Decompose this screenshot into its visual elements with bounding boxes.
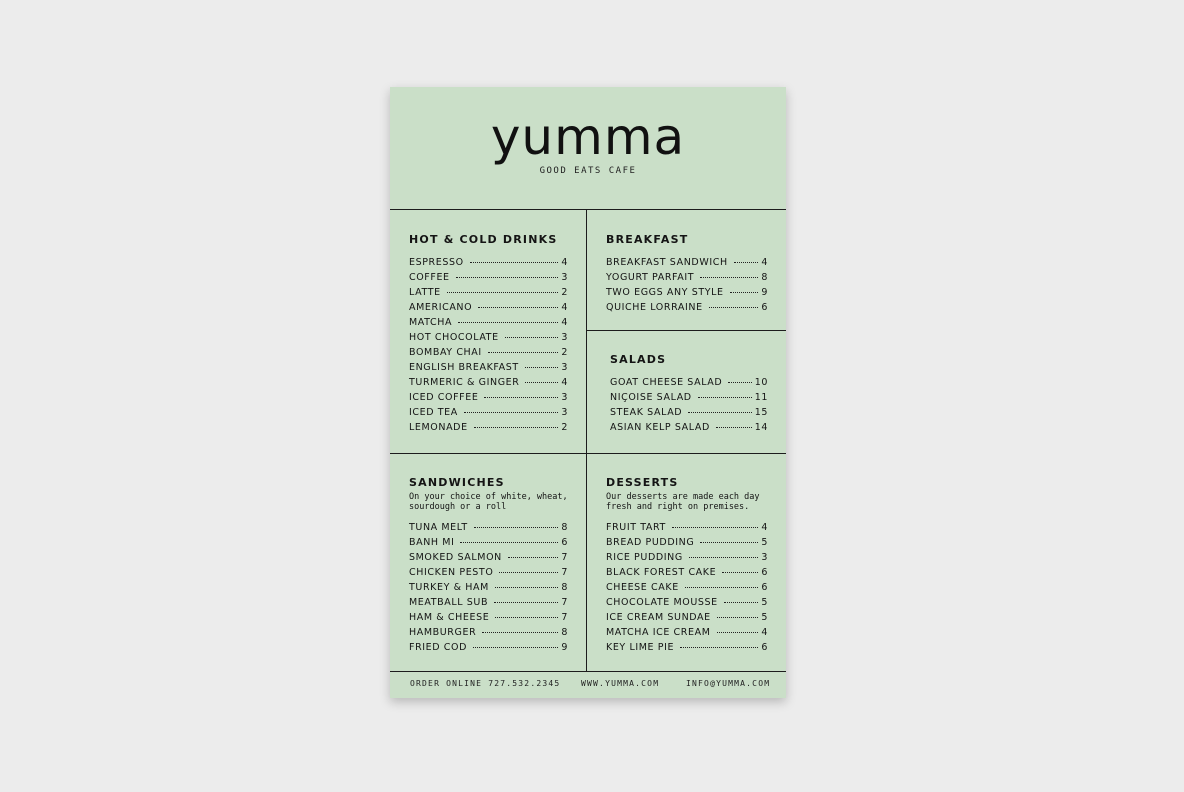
description-line: On your choice of white, wheat,	[409, 492, 568, 502]
menu-item	[409, 375, 568, 390]
menu-item	[409, 420, 568, 435]
dot-leader	[730, 292, 759, 293]
menu-item	[610, 375, 768, 390]
item-name: MATCHA	[409, 317, 453, 328]
dot-leader	[464, 412, 558, 413]
item-price: 2	[561, 287, 568, 298]
item-name: MEATBALL SUB	[409, 597, 489, 608]
item-name: ASIAN KELP SALAD	[610, 422, 710, 433]
item-price: 3	[561, 272, 568, 283]
item-name: LATTE	[409, 287, 441, 298]
item-price: 6	[761, 582, 768, 593]
menu-item	[606, 285, 768, 300]
item-price: 7	[561, 612, 568, 623]
item-price: 8	[561, 582, 568, 593]
divider-footer	[390, 671, 786, 672]
menu-item	[409, 390, 568, 405]
menu-item	[409, 300, 568, 315]
item-list	[409, 255, 568, 435]
divider-top	[390, 209, 786, 210]
dot-leader	[474, 427, 559, 428]
item-price: 8	[561, 522, 568, 533]
dot-leader	[482, 632, 558, 633]
item-name: LEMONADE	[409, 422, 468, 433]
section-title: HOT & COLD DRINKS	[409, 233, 558, 246]
item-name: STEAK SALAD	[610, 407, 683, 418]
menu-item	[409, 405, 568, 420]
item-price: 6	[761, 642, 768, 653]
section-salads	[610, 353, 768, 435]
dot-leader	[484, 397, 558, 398]
item-price: 9	[761, 287, 768, 298]
item-price: 5	[761, 597, 768, 608]
menu-item	[606, 300, 768, 315]
item-price: 15	[754, 407, 768, 418]
item-price: 9	[561, 642, 568, 653]
menu-item	[610, 390, 768, 405]
section-title: SALADS	[610, 353, 667, 366]
item-name: GOAT CHEESE SALAD	[610, 377, 723, 388]
item-price: 3	[561, 407, 568, 418]
item-price: 5	[761, 612, 768, 623]
menu-item	[409, 270, 568, 285]
menu-item	[409, 330, 568, 345]
item-name: CHOCOLATE MOUSSE	[606, 597, 718, 608]
item-price: 4	[761, 627, 768, 638]
section-title: BREAKFAST	[606, 233, 689, 246]
item-name: NIÇOISE SALAD	[610, 392, 692, 403]
item-name: ESPRESSO	[409, 257, 464, 268]
menu-item	[606, 535, 768, 550]
footer-order-phone: ORDER ONLINE 727.532.2345	[410, 679, 561, 688]
item-name: BREAKFAST SANDWICH	[606, 257, 728, 268]
divider-middle	[390, 453, 786, 454]
section-breakfast	[606, 233, 768, 315]
dot-leader	[717, 632, 759, 633]
dot-leader	[494, 602, 558, 603]
dot-leader	[499, 572, 558, 573]
menu-item	[610, 420, 768, 435]
item-price: 3	[561, 392, 568, 403]
item-price: 11	[754, 392, 768, 403]
brand-logo: yumma	[490, 108, 686, 166]
dot-leader	[456, 277, 559, 278]
dot-leader	[495, 587, 558, 588]
dot-leader	[508, 557, 558, 558]
item-price: 3	[561, 332, 568, 343]
item-list	[610, 375, 768, 435]
dot-leader	[717, 617, 759, 618]
item-price: 6	[561, 537, 568, 548]
item-name: HAM & CHEESE	[409, 612, 490, 623]
description-line: sourdough or a roll	[409, 502, 507, 512]
item-price: 2	[561, 347, 568, 358]
item-name: ENGLISH BREAKFAST	[409, 362, 519, 373]
menu-item	[409, 550, 568, 565]
item-price: 5	[761, 537, 768, 548]
menu-item	[610, 405, 768, 420]
dot-leader	[728, 382, 751, 383]
dot-leader	[495, 617, 558, 618]
item-price: 7	[561, 552, 568, 563]
description-line: Our desserts are made each day	[606, 492, 760, 502]
dot-leader	[474, 527, 559, 528]
menu-item	[409, 255, 568, 270]
dot-leader	[716, 427, 752, 428]
menu-item	[606, 625, 768, 640]
item-name: ICED COFFEE	[409, 392, 479, 403]
section-desserts	[606, 476, 768, 655]
description-line: fresh and right on premises.	[606, 502, 750, 512]
menu-item	[409, 565, 568, 580]
item-name: FRUIT TART	[606, 522, 666, 533]
item-name: RICE PUDDING	[606, 552, 683, 563]
dot-leader	[722, 572, 758, 573]
item-name: ICE CREAM SUNDAE	[606, 612, 711, 623]
item-name: YOGURT PARFAIT	[606, 272, 695, 283]
menu-item	[606, 255, 768, 270]
item-price: 14	[754, 422, 768, 433]
item-price: 3	[761, 552, 768, 563]
item-name: HAMBURGER	[409, 627, 477, 638]
item-price: 4	[561, 317, 568, 328]
item-price: 2	[561, 422, 568, 433]
item-name: FRIED COD	[409, 642, 468, 653]
item-price: 4	[561, 377, 568, 388]
menu-item	[606, 595, 768, 610]
item-name: BANH MI	[409, 537, 455, 548]
menu-item	[409, 625, 568, 640]
item-price: 3	[561, 362, 568, 373]
menu-item	[409, 285, 568, 300]
dot-leader	[505, 337, 559, 338]
item-name: BREAD PUDDING	[606, 537, 695, 548]
menu-item	[606, 640, 768, 655]
item-name: KEY LIME PIE	[606, 642, 675, 653]
section-title: DESSERTS	[606, 476, 679, 489]
section-hot-cold-drinks	[409, 233, 568, 435]
item-price: 7	[561, 567, 568, 578]
item-list	[409, 520, 568, 655]
item-name: TUNA MELT	[409, 522, 468, 533]
dot-leader	[488, 352, 559, 353]
item-name: ICED TEA	[409, 407, 458, 418]
item-name: TWO EGGS ANY STYLE	[606, 287, 724, 298]
item-name: AMERICANO	[409, 302, 473, 313]
item-name: SMOKED SALMON	[409, 552, 502, 563]
item-name: TURKEY & HAM	[409, 582, 489, 593]
dot-leader	[672, 527, 758, 528]
dot-leader	[473, 647, 558, 648]
brand-tagline: GOOD EATS CAFE	[539, 166, 637, 176]
menu-item	[606, 610, 768, 625]
menu-footer	[390, 679, 786, 691]
dot-leader	[680, 647, 758, 648]
item-price: 7	[561, 597, 568, 608]
menu-item	[409, 345, 568, 360]
menu-item	[409, 640, 568, 655]
dot-leader	[709, 307, 759, 308]
section-description	[409, 492, 568, 512]
dot-leader	[734, 262, 759, 263]
dot-leader	[447, 292, 559, 293]
item-list	[606, 520, 768, 655]
dot-leader	[689, 557, 759, 558]
menu-item	[606, 520, 768, 535]
divider-center	[586, 209, 587, 671]
menu-item	[606, 550, 768, 565]
item-name: BLACK FOREST CAKE	[606, 567, 717, 578]
item-name: CHEESE CAKE	[606, 582, 679, 593]
dot-leader	[478, 307, 558, 308]
section-sandwiches	[409, 476, 568, 655]
item-price: 4	[561, 302, 568, 313]
dot-leader	[724, 602, 759, 603]
divider-breakfast-salads	[586, 330, 786, 331]
item-name: MATCHA ICE CREAM	[606, 627, 711, 638]
dot-leader	[685, 587, 759, 588]
item-name: QUICHE LORRAINE	[606, 302, 703, 313]
menu-item	[606, 580, 768, 595]
menu-item	[409, 520, 568, 535]
item-price: 4	[561, 257, 568, 268]
footer-website: WWW.YUMMA.COM	[581, 679, 660, 688]
dot-leader	[688, 412, 751, 413]
menu-item	[409, 535, 568, 550]
item-price: 4	[761, 522, 768, 533]
dot-leader	[698, 397, 752, 398]
item-name: TURMERIC & GINGER	[409, 377, 520, 388]
item-name: COFFEE	[409, 272, 450, 283]
dot-leader	[525, 367, 559, 368]
menu-item	[409, 315, 568, 330]
item-name: HOT CHOCOLATE	[409, 332, 499, 343]
menu-item	[409, 595, 568, 610]
item-price: 8	[561, 627, 568, 638]
dot-leader	[470, 262, 559, 263]
item-name: BOMBAY CHAI	[409, 347, 482, 358]
item-price: 4	[761, 257, 768, 268]
dot-leader	[700, 277, 758, 278]
item-name: CHICKEN PESTO	[409, 567, 494, 578]
footer-email: INFO@YUMMA.COM	[686, 679, 771, 688]
menu-item	[409, 360, 568, 375]
section-title: SANDWICHES	[409, 476, 505, 489]
menu-item	[606, 565, 768, 580]
menu-item	[606, 270, 768, 285]
dot-leader	[458, 322, 558, 323]
dot-leader	[700, 542, 758, 543]
dot-leader	[460, 542, 558, 543]
item-price: 10	[754, 377, 768, 388]
menu-card	[390, 87, 786, 698]
item-price: 6	[761, 302, 768, 313]
menu-item	[409, 610, 568, 625]
item-price: 6	[761, 567, 768, 578]
dot-leader	[525, 382, 558, 383]
section-description	[606, 492, 768, 512]
menu-item	[409, 580, 568, 595]
item-list	[606, 255, 768, 315]
item-price: 8	[761, 272, 768, 283]
